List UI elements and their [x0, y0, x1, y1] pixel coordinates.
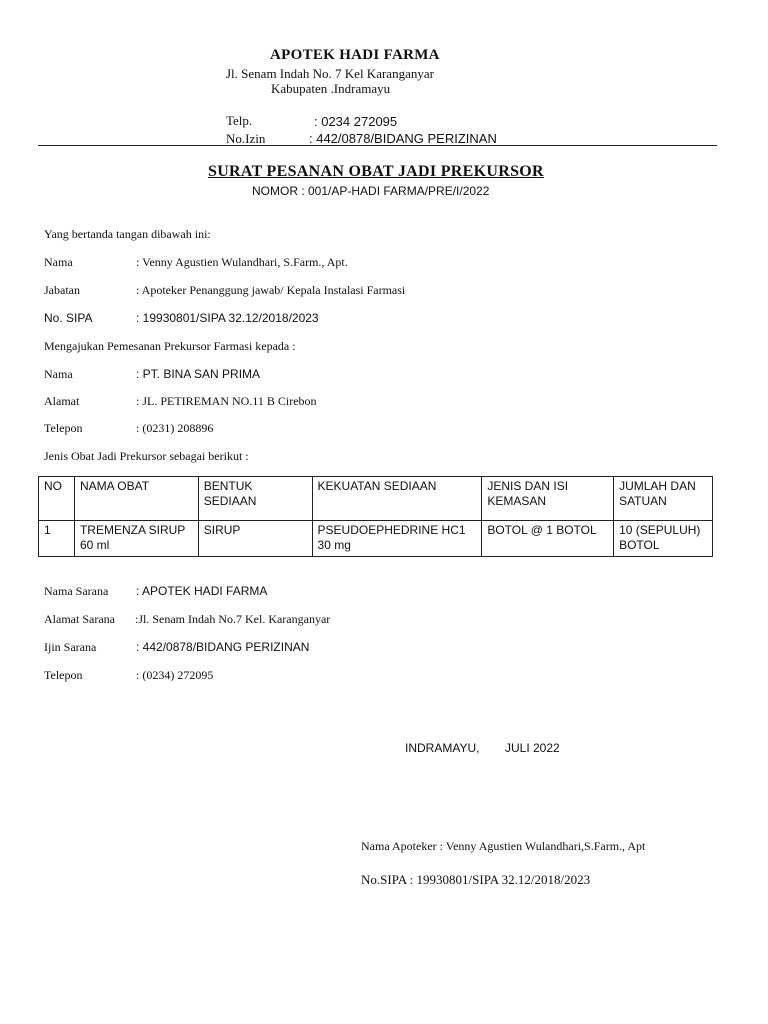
permit-value: : 442/0878/BIDANG PERIZINAN — [309, 131, 497, 146]
signer-name-value: : Venny Agustien Wulandhari, S.Farm., Apt. — [136, 255, 348, 269]
permit-label: No.Izin — [226, 131, 266, 146]
supplier-name-label: Nama — [44, 367, 73, 381]
pharmacist-name: Nama Apoteker : Venny Agustien Wulandhari,S.Farm., Apt — [361, 839, 646, 853]
phone-label: Telp. — [226, 113, 253, 128]
signer-name-label: Nama — [44, 255, 73, 269]
facility-name-value: : APOTEK HADI FARMA — [136, 584, 268, 598]
facility-address-label: Alamat Sarana — [44, 612, 115, 626]
signer-position-value: : Apoteker Penanggung jawab/ Kepala Instalasi Farmasi — [136, 283, 406, 297]
pharmacy-address: Jl. Senam Indah No. 7 Kel Karanganyar — [226, 66, 434, 81]
table-row — [39, 521, 713, 557]
col-header-packaging: JENIS DAN ISI KEMASAN — [482, 477, 614, 521]
cell-strength: PSEUDOEPHEDRINE HC1 30 mg — [312, 521, 482, 557]
table-intro: Jenis Obat Jadi Prekursor sebagai berikut : — [44, 449, 249, 463]
cell-no: 1 — [39, 521, 75, 557]
facility-permit-label: Ijin Sarana — [44, 640, 97, 654]
col-header-no: NO — [39, 477, 75, 521]
table-header-row — [39, 477, 713, 521]
facility-address-value: :Jl. Senam Indah No.7 Kel. Karanganyar — [135, 612, 331, 626]
pharmacist-sipa: No.SIPA : 19930801/SIPA 32.12/2018/2023 — [361, 872, 591, 887]
col-header-strength: KEKUATAN SEDIAAN — [312, 477, 482, 521]
header-divider — [38, 145, 717, 146]
cell-packaging: BOTOL @ 1 BOTOL — [482, 521, 614, 557]
facility-permit-value: : 442/0878/BIDANG PERIZINAN — [136, 640, 310, 654]
signer-sipa-label: No. SIPA — [44, 311, 93, 325]
signer-position-label: Jabatan — [44, 283, 80, 297]
signing-date: JULI 2022 — [505, 741, 560, 755]
signer-sipa-value: : 19930801/SIPA 32.12/2018/2023 — [136, 311, 319, 325]
order-items-table — [38, 476, 713, 557]
supplier-address-value: : JL. PETIREMAN NO.11 B Cirebon — [136, 394, 317, 408]
document-number: NOMOR : 001/AP-HADI FARMA/PRE/I/2022 — [252, 184, 490, 198]
signing-place: INDRAMAYU, — [405, 741, 480, 755]
pharmacy-regency: Kabupaten .Indramayu — [271, 81, 391, 96]
facility-phone-value: : (0234) 272095 — [136, 668, 214, 682]
facility-name-label: Nama Sarana — [44, 584, 109, 598]
supplier-phone-value: : (0231) 208896 — [136, 421, 214, 435]
cell-drug-name: TREMENZA SIRUP 60 ml — [74, 521, 198, 557]
request-intro: Mengajukan Pemesanan Prekursor Farmasi kepada : — [44, 339, 296, 353]
col-header-drug-name: NAMA OBAT — [74, 477, 198, 521]
col-header-dosage-form: BENTUK SEDIAAN — [198, 477, 312, 521]
supplier-address-label: Alamat — [44, 394, 80, 408]
phone-value: : 0234 272095 — [314, 114, 398, 129]
supplier-phone-label: Telepon — [44, 421, 83, 435]
cell-quantity: 10 (SEPULUH) BOTOL — [614, 521, 713, 557]
document-title: SURAT PESANAN OBAT JADI PREKURSOR — [208, 163, 544, 180]
supplier-name-value: : PT. BINA SAN PRIMA — [136, 367, 261, 381]
col-header-quantity: JUMLAH DAN SATUAN — [614, 477, 713, 521]
intro-text: Yang bertanda tangan dibawah ini: — [44, 227, 211, 241]
pharmacy-name: APOTEK HADI FARMA — [270, 47, 440, 63]
cell-dosage-form: SIRUP — [198, 521, 312, 557]
facility-phone-label: Telepon — [44, 668, 83, 682]
